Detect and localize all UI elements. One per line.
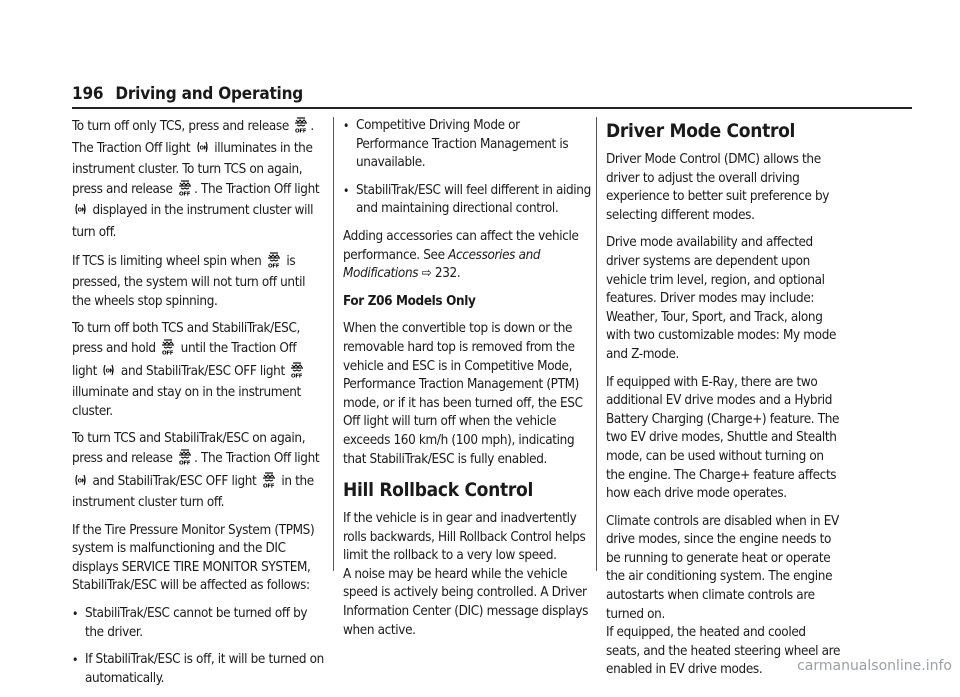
- subheading: For Z06 Models Only: [343, 293, 476, 309]
- section-heading: Hill Rollback Control: [343, 479, 534, 502]
- svg-text:OFF: OFF: [162, 350, 174, 355]
- paragraph: Driver Mode Control (DMC) allows the driver to adjust the overall driving experience to better suit preference by selecting different modes.: [606, 152, 830, 223]
- traction-off-button-icon: [267, 252, 281, 275]
- paragraph: If the Tire Pressure Monitor System (TPMS) system is malfunctioning and the DIC displays SERVICE TIRE MONITOR SYSTEM, StabiliTrak/ESC will be affected as follows:: [72, 522, 315, 594]
- page-header: [72, 84, 303, 104]
- paragraph: When the convertible top is down or the removable hard top is removed from the vehicle and ESC is in Competitive Mode, Performance Traction Management (PTM) mode, or if it has been turned off, the ESC Off light will turn off when the vehicle exceeds 160 km/h (100 mph), indicating that StabiliTrak/ESC is fully enabled.: [343, 321, 583, 467]
- watermark: carmanualsonline.info: [797, 658, 952, 674]
- column-2: [343, 117, 593, 649]
- traction-off-button-icon: [161, 339, 175, 362]
- page-reference[interactable]: 232: [434, 266, 457, 282]
- svg-text:OFF: OFF: [179, 460, 191, 465]
- list-item: • If StabiliTrak/ESC is off, it will be turned on automatically.: [72, 651, 324, 688]
- cross-reference-link[interactable]: Accessories and Modifications: [343, 247, 541, 282]
- paragraph: Drive mode availability and affected driver systems are dependent upon vehicle trim level, region, and optional features. Driver modes may include: Weather, Tour, Sport, and Track, along with two customizable modes: My mode and Z-mode.: [606, 235, 837, 362]
- page-ref-arrow-icon: ⇨: [421, 266, 432, 282]
- paragraph: If equipped, the heated and cooled seats, and the heated steering wheel are enabled in EV drive modes.: [606, 625, 841, 678]
- svg-text:OFF: OFF: [291, 373, 303, 378]
- paragraph: A noise may be heard while the vehicle speed is actively being controlled. A Driver Information Center (DIC) message displays when active.: [343, 566, 589, 638]
- column-3: [606, 117, 842, 689]
- traction-off-light-icon: [74, 473, 87, 495]
- svg-text:OFF: OFF: [262, 483, 275, 488]
- svg-text:ON: ON: [199, 145, 208, 152]
- paragraph: Adding accessories can affect the vehicle performance. See Accessories and Modifications ⇨ 232.: [343, 228, 579, 282]
- column-1: [72, 117, 324, 697]
- column-divider: [596, 117, 597, 571]
- svg-text:ON: ON: [106, 368, 114, 375]
- list-item: • StabiliTrak/ESC cannot be turned off by the driver.: [72, 605, 324, 642]
- paragraph: To turn off only TCS, press and release OFF . The Traction Off light ON illuminates in the instrument cluster. To turn TCS on again, press and release OFF . The Traction Off light ON displayed in the instrument cluster will turn off.: [72, 119, 320, 240]
- paragraph: Climate controls are disabled when in EV drive modes, since the engine needs to be running to generate heat or operate the air conditioning system. The engine autostarts when climate controls are turned on.: [606, 513, 839, 622]
- svg-text:ON: ON: [77, 207, 86, 214]
- header-rule: [72, 107, 912, 109]
- paragraph: To turn TCS and StabiliTrak/ESC on again, press and release OFF . The Traction Off light ON and StabiliTrak/ESC OFF light OFF in the instrument cluster turn off.: [72, 431, 320, 511]
- svg-text:ON: ON: [77, 478, 86, 484]
- page-number: 196: [72, 84, 104, 104]
- esc-off-light-icon: [290, 362, 304, 385]
- svg-text:OFF: OFF: [267, 263, 279, 268]
- traction-off-light-icon: [74, 202, 87, 224]
- paragraph: To turn off both TCS and StabiliTrak/ESC, press and hold OFF until the Traction Off light ON and StabiliTrak/ESC OFF light OFF illuminate and stay on in the instrument cluster.: [72, 321, 303, 419]
- traction-off-button-icon: [294, 117, 308, 140]
- list-item: • Competitive Driving Mode or Performance Traction Management is unavailable.: [343, 117, 593, 173]
- paragraph: If TCS is limiting wheel spin when OFF is pressed, the system will not turn off until the wheels stop spinning.: [72, 253, 306, 309]
- traction-off-light-icon: [102, 363, 115, 385]
- paragraph: If the vehicle is in gear and inadvertently rolls backwards, Hill Rollback Control helps limit the rollback to a very low speed.: [343, 511, 586, 564]
- section-heading: Driver Mode Control: [606, 120, 796, 142]
- list-item: • StabiliTrak/ESC will feel different in aiding and maintaining directional control.: [343, 182, 593, 219]
- traction-off-button-icon: [178, 180, 192, 203]
- traction-off-button-icon: [178, 449, 192, 472]
- section-title: Driving and Operating: [115, 84, 304, 104]
- traction-off-light-icon: [196, 140, 209, 162]
- paragraph: If equipped with E-Ray, there are two additional EV drive modes and a Hybrid Battery Charging (Charge+) feature. The two EV drive modes, Shuttle and Stealth mode, can be used without turning on the engine. The Charge+ feature affects how each drive mode operates.: [606, 374, 840, 502]
- column-divider: [333, 117, 334, 571]
- svg-text:OFF: OFF: [295, 128, 307, 133]
- svg-text:OFF: OFF: [179, 191, 191, 196]
- esc-off-light-icon: [262, 472, 276, 495]
